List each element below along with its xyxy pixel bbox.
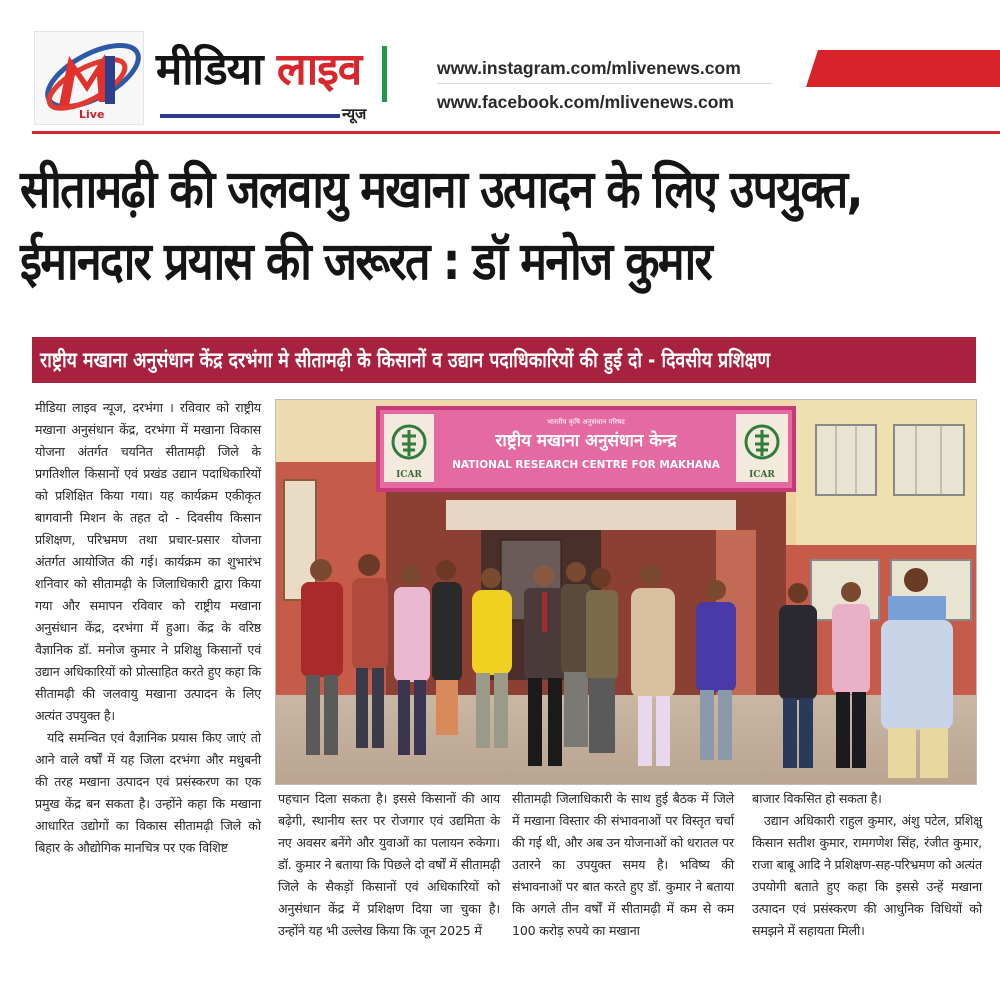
subheadline-text: राष्ट्रीय मखाना अनुसंधान केंद्र दरभंगा मे सीतामढ़ी के किसानों व उद्यान पदाधिकारियों की हुई दो - दिवसीय प्रशिक्षण <box>40 348 771 372</box>
brand-wordmark <box>156 40 396 123</box>
facebook-link[interactable]: www.facebook.com/mlivenews.com <box>437 92 734 112</box>
brand-underline <box>160 114 340 118</box>
svg-text:Live: Live <box>79 108 105 121</box>
article-paragraph: यदि समन्वित एवं वैज्ञानिक प्रयास किए जाएं तो आने वाले वर्षों में यह जिला दरभंगा और मधुबनी की तरह मखाना उत्पादन एवं प्रसंस्करण का एक प्रमुख केंद्र बन सकता है। उन्होंने कहा कि मखाना आधारित उद्योगों का विकास सीतामढ़ी जिले को बिहार के औद्योगिक मानचित्र पर एक विशिष्ट <box>35 730 261 855</box>
article-column-2 <box>278 788 500 942</box>
news-photo <box>275 399 977 785</box>
masthead-rule <box>32 131 1000 134</box>
brand-subtitle: न्यूज <box>342 105 367 123</box>
svg-text:ICAR: ICAR <box>749 470 775 480</box>
brand-part-2: लाइव <box>276 44 362 95</box>
masthead <box>0 0 1000 140</box>
m-live-logo <box>34 31 144 125</box>
article-column-4 <box>752 788 982 942</box>
article-paragraph: सीतामढ़ी जिलाधिकारी के साथ हुई बैठक में जिले में मखाना विस्तार की संभावनाओं पर विस्तृत चर्चा की गई थी, और अब उन योजनाओं को धरातल पर उतारने का उपयुक्त समय है। भविष्य की संभावनाओं पर बात करते हुए डॉ. कुमार ने बताया कि अगले तीन वर्षों में सीतामढ़ी में कम से कम 100 करोड़ रुपये का मखाना <box>512 791 734 938</box>
m-live-logo-icon <box>35 32 145 126</box>
article-paragraph: उद्यान अधिकारी राहुल कुमार, अंशु पटेल, प्रशिक्षु किसान सतीश कुमार, रामगणेश सिंह, रंजीत कुमार, राजा बाबू आदि ने प्रशिक्षण-सह-परिभ्रमण को अत्यंत उपयोगी बताते हुए कहा कि इससे उन्हें मखाना उत्पादन एवं प्रसंस्करण की आधुनिक विधियों को समझने में सहायता मिली। <box>752 813 982 938</box>
brand-part-1: मीडिया <box>156 44 263 95</box>
article-paragraph: मीडिया लाइव न्यूज, दरभंगा । रविवार को राष्ट्रीय मखाना अनुसंधान केंद्र, दरभंगा में मखाना विकास योजना अंतर्गत चयनित सीतामढ़ी जिले के प्रगतिशील किसानों एवं प्रखंड उद्यान पदाधिकारियों को प्रशिक्षित किया गया। यह कार्यक्रम एकीकृत बागवानी मिशन के तहत दो - दिवसीय किसान प्रशिक्षण, परिभ्रमण तथा प्रचार-प्रसार योजना अंतर्गत आयोजित की गई। कार्यक्रम का शुभारंभ शनिवार को सीतामढ़ी के जिलाधिकारी द्वारा किया गया और समापन रविवार को राष्ट्रीय मखाना अनुसंधान केंद्र, दरभंगा में हुआ। केंद्र के वरिष्ठ वैज्ञानिक डॉ. मनोज कुमार ने प्रशिक्षु किसानों एवं उद्यान अधिकारियों को प्रोत्साहित करते हुए कहा कि सीतामढ़ी की जलवायु मखाना उत्पादन के लिए अत्यंत उपयुक्त है। <box>35 400 261 723</box>
article-paragraph: पहचान दिला सकता है। इससे किसानों की आय बढ़ेगी, स्थानीय स्तर पर रोजगार एवं उद्यमिता के नए अवसर बनेंगे और युवाओं का पलायन रुकेगा। डॉ. कुमार ने बताया कि पिछले दो वर्षों में सीतामढ़ी जिले के सैकड़ों किसानों एवं अधिकारियों को अनुसंधान केंद्र में प्रशिक्षण दिया जा चुका है। उन्होंने यह भी उल्लेख किया कि जून 2025 में <box>278 791 500 938</box>
article-paragraph: बाजार विकसित हो सकता है। <box>752 791 882 806</box>
social-links <box>437 52 772 119</box>
group-photo-illustration <box>276 400 977 785</box>
svg-text:राष्ट्रीय मखाना अनुसंधान केन्द: राष्ट्रीय मखाना अनुसंधान केन्द्र <box>495 431 677 451</box>
subheadline-banner <box>32 337 976 383</box>
svg-text:ICAR: ICAR <box>396 470 422 480</box>
article-column-1 <box>35 397 261 859</box>
headline-line-2: ईमानदार प्रयास की जरूरत : डॉ मनोज कुमार <box>20 232 712 292</box>
headline <box>20 154 995 298</box>
brand-green-bar <box>382 46 387 102</box>
article-column-3 <box>512 788 734 942</box>
red-banner-flag <box>806 50 1000 87</box>
headline-line-1: सीतामढ़ी की जलवायु मखाना उत्पादन के लिए उपयुक्त, <box>20 160 862 220</box>
svg-text:भारतीय कृषि अनुसंधान परिषद: भारतीय कृषि अनुसंधान परिषद <box>547 418 625 426</box>
svg-text:NATIONAL RESEARCH CENTRE FOR M: NATIONAL RESEARCH CENTRE FOR MAKHANA <box>452 459 720 471</box>
instagram-link[interactable]: www.instagram.com/mlivenews.com <box>437 58 741 78</box>
